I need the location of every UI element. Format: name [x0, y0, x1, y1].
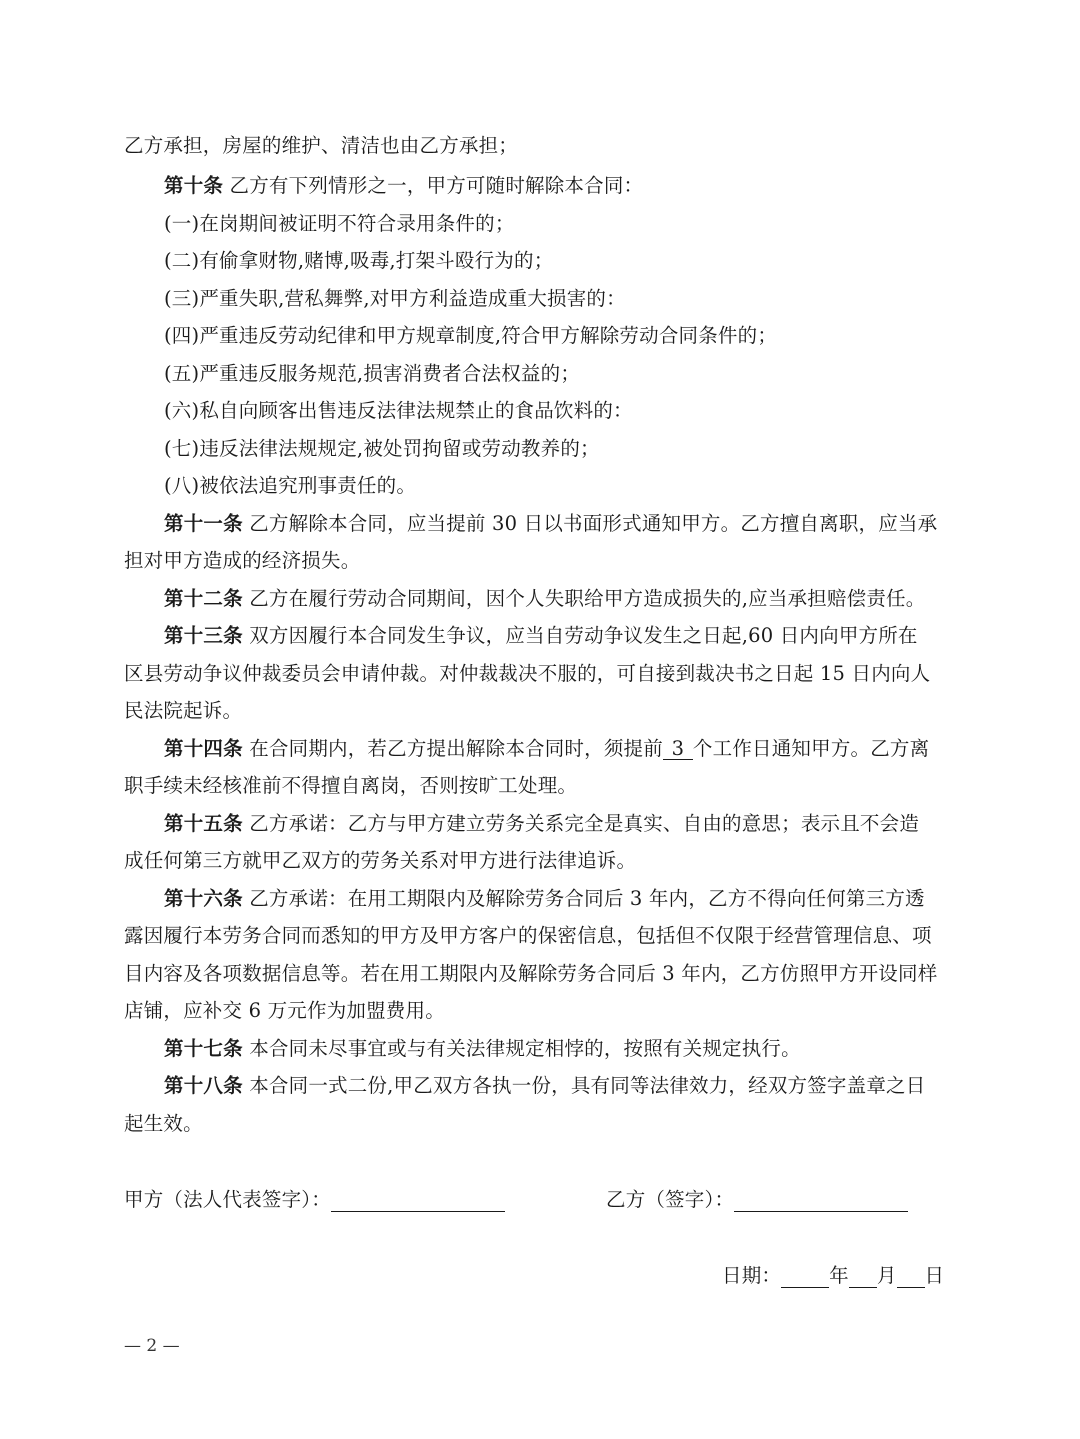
party-b-signature-line[interactable]: [734, 1193, 908, 1212]
article-18-line-2: 起生效。: [124, 1112, 203, 1135]
article-13-line-3: 民法院起诉。: [124, 699, 243, 722]
article-14-line-2: 职手续未经核准前不得擅自离岗，否则按旷工处理。: [124, 774, 578, 797]
article-16-label: 第十六条: [164, 887, 243, 910]
article-13-label: 第十三条: [164, 624, 243, 647]
article-10-item-8: (八)被依法追究刑事责任的。: [164, 474, 417, 497]
article-14-label: 第十四条: [164, 737, 243, 760]
article-11-line-1: [164, 512, 937, 536]
year-label: 年: [829, 1264, 849, 1287]
article-18-label: 第十八条: [164, 1074, 243, 1097]
party-a-label: 甲方（法人代表签字）：: [124, 1188, 331, 1211]
continuation-line: 乙方承担，房屋的维护、清洁也由乙方承担；: [124, 134, 519, 157]
article-16-line-4: 店铺，应补交 6 万元作为加盟费用。: [124, 999, 445, 1022]
article-11-line-2: 担对甲方造成的经济损失。: [124, 549, 361, 572]
article-10-item-6: (六)私自向顾客出售违反法律法规禁止的食品饮料的：: [164, 399, 633, 422]
article-15-text-1: 乙方承诺：乙方与甲方建立劳务关系完全是真实、自由的意思；表示且不会造: [249, 812, 920, 835]
month-label: 月: [876, 1264, 897, 1287]
article-11-label: 第十一条: [164, 512, 243, 535]
article-13-text-1: 双方因履行本合同发生争议，应当自劳动争议发生之日起,60 日内向甲方所在: [249, 624, 918, 647]
article-15-line-1: [164, 812, 919, 836]
date-label: 日期：: [722, 1264, 782, 1287]
day-blank[interactable]: [897, 1269, 925, 1288]
article-10-label: 第十条: [164, 174, 224, 197]
year-blank[interactable]: [781, 1269, 829, 1288]
article-14-line-1: [164, 737, 929, 761]
date-field: [722, 1264, 944, 1288]
article-18-text-1: 本合同一式二份,甲乙双方各执一份，具有同等法律效力，经双方签字盖章之日: [249, 1074, 926, 1097]
article-14-text-1a: 在合同期内，若乙方提出解除本合同时，须提前: [249, 737, 663, 760]
article-13-line-2: 区县劳动争议仲裁委员会申请仲裁。对仲裁裁决不服的，可自接到裁决书之日起 15 日内向人: [124, 662, 931, 685]
article-10-item-2: (二)有偷拿财物,赌博,吸毒,打架斗殴行为的；: [164, 249, 554, 272]
article-10-line-1: [164, 174, 643, 198]
article-13-line-1: [164, 624, 918, 648]
article-17-line-1: [164, 1037, 801, 1061]
party-a-signature: [124, 1188, 505, 1212]
party-b-label: 乙方（签字）：: [606, 1188, 735, 1211]
month-blank[interactable]: [849, 1269, 877, 1288]
page-number: — 2 —: [124, 1336, 180, 1356]
article-12-line-1: [164, 587, 925, 611]
article-17-label: 第十七条: [164, 1037, 243, 1060]
notice-days-blank: 3: [663, 739, 693, 760]
article-10-text: 乙方有下列情形之一，甲方可随时解除本合同：: [229, 174, 644, 197]
article-12-text-1: 乙方在履行劳动合同期间，因个人失职给甲方造成损失的,应当承担赔偿责任。: [249, 587, 926, 610]
day-label: 日: [924, 1264, 945, 1287]
article-16-text-1: 乙方承诺：在用工期限内及解除劳务合同后 3 年内，乙方不得向任何第三方透: [249, 887, 925, 910]
article-16-line-3: 目内容及各项数据信息等。若在用工期限内及解除劳务合同后 3 年内，乙方仿照甲方开设同样: [124, 962, 938, 985]
article-10-item-5: (五)严重违反服务规范,损害消费者合法权益的；: [164, 362, 581, 385]
article-17-text-1: 本合同未尽事宜或与有关法律规定相悖的，按照有关规定执行。: [249, 1037, 801, 1060]
article-11-text-1: 乙方解除本合同，应当提前 30 日以书面形式通知甲方。乙方擅自离职，应当承: [249, 512, 938, 535]
article-18-line-1: [164, 1074, 925, 1098]
article-10-item-4: (四)严重违反劳动纪律和甲方规章制度,符合甲方解除劳动合同条件的；: [164, 324, 778, 347]
party-b-signature: [606, 1188, 908, 1212]
article-15-line-2: 成任何第三方就甲乙双方的劳务关系对甲方进行法律追诉。: [124, 849, 637, 872]
article-10-item-1: (一)在岗期间被证明不符合录用条件的；: [164, 212, 515, 235]
article-10-item-7: (七)违反法律法规规定,被处罚拘留或劳动教养的；: [164, 437, 600, 460]
article-16-line-1: [164, 887, 925, 911]
article-15-label: 第十五条: [164, 812, 243, 835]
article-14-text-1b: 个工作日通知甲方。乙方离: [692, 737, 930, 760]
article-12-label: 第十二条: [164, 587, 243, 610]
article-10-item-3: (三)严重失职,营私舞弊,对甲方利益造成重大损害的：: [164, 287, 626, 310]
article-16-line-2: 露因履行本劳务合同而悉知的甲方及甲方客户的保密信息，包括但不仅限于经营管理信息、项: [124, 924, 932, 947]
party-a-signature-line[interactable]: [331, 1193, 505, 1212]
